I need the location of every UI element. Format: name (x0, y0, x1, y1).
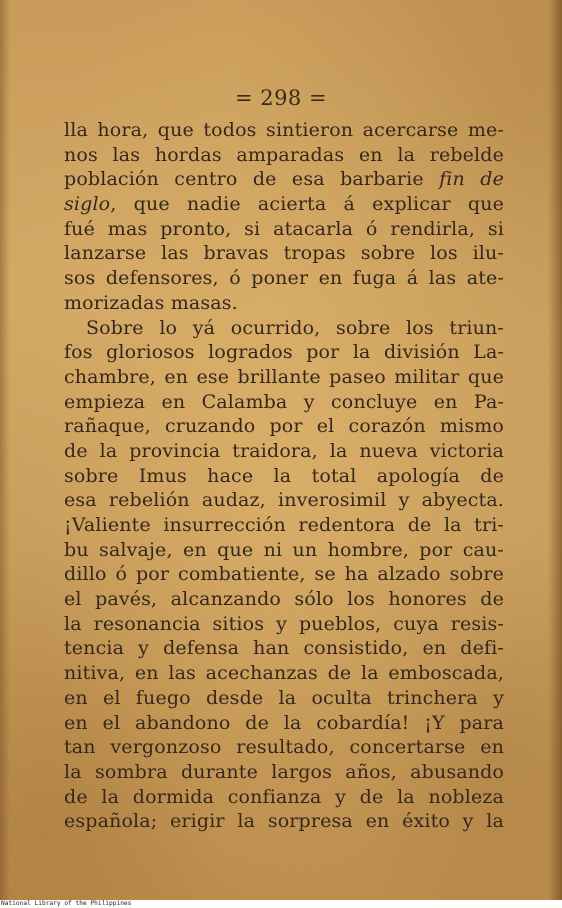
text-line: fos gloriosos logrados por la división La- (64, 341, 504, 364)
library-credit: National Library of the Philippines (1, 900, 132, 907)
text-line: esa rebelión audaz, inverosimil y abyecta. (64, 489, 504, 512)
text-line: rañaque, cruzando por el corazón mismo (64, 415, 504, 438)
text-line: fué mas pronto, si atacarla ó rendirla, si (64, 217, 504, 240)
text-line: en el fuego desde la oculta trinchera y (64, 686, 504, 709)
body-text (64, 118, 504, 834)
paragraph-start-line: Sobre lo yá ocurrido, sobre los triun- (86, 316, 504, 339)
page-edge-shadow-left (0, 0, 10, 900)
text-line: ¡Valiente insurrección redentora de la tri- (64, 514, 504, 536)
page-number: = 298 = (234, 86, 328, 110)
text-line: la resonancia sitios y pueblos, cuya resis- (64, 612, 504, 635)
text-line: española; erigir la sorpresa en éxito y la (64, 810, 504, 833)
text-line: nos las hordas amparadas en la rebelde (64, 143, 504, 166)
page-edge-shadow-right (548, 0, 562, 900)
text-line: siglo, que nadie acierta á explicar que (64, 193, 504, 216)
text-line: empieza en Calamba y concluye en Pa- (64, 390, 504, 413)
text-line: morizadas masas. (64, 291, 238, 314)
text-line: en el abandono de la cobardía! ¡Y para (64, 711, 504, 734)
text-line: tan vergonzoso resultado, concertarse en (64, 736, 504, 759)
text-line: de la dormida confianza y de la nobleza (64, 785, 504, 808)
text-line: tencia y defensa han consistido, en defi- (64, 637, 504, 660)
scan-footer (0, 900, 562, 908)
text-line: nitiva, en las acechanzas de la emboscada, (64, 662, 504, 685)
text-line: lanzarse las bravas tropas sobre los ilu- (64, 242, 504, 265)
text-line: bu salvaje, en que ni un hombre, por cau- (64, 538, 504, 561)
text-line: el pavés, alcanzando sólo los honores de (64, 588, 504, 611)
text-line: sos defensores, ó poner en fuga á las ate- (64, 267, 504, 290)
text-line: dillo ó por combatiente, se ha alzado sobre (64, 563, 504, 586)
text-line: chambre, en ese brillante paseo militar que (64, 365, 504, 388)
text-line: lla hora, que todos sintieron acercarse me- (64, 119, 504, 141)
text-line: población centro de esa barbarie fin de (64, 168, 504, 191)
text-line: la sombra durante largos años, abusando (64, 760, 504, 783)
text-line: sobre Imus hace la total apología de (64, 464, 504, 487)
text-line: de la provincia traidora, la nueva victoria (64, 439, 504, 462)
